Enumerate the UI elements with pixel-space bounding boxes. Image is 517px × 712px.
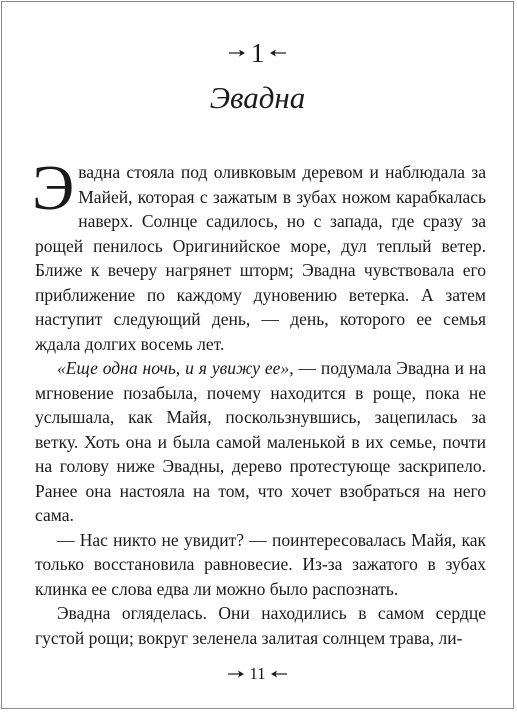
paragraph-2: [35, 356, 486, 528]
arrow-right-icon: [228, 669, 244, 679]
arrow-left-icon: [271, 669, 287, 679]
drop-cap: Э: [32, 152, 75, 223]
paragraph-2-thought: «Еще одна ночь, и я увижу ее»,: [57, 358, 294, 378]
book-page: [1, 1, 514, 709]
paragraph-4: Эвадна огляделась. Они находились в самом сердце густой рощи; вокруг зеленела залитая солнцем трава, ли-: [35, 603, 486, 648]
paragraph-1: [32, 152, 486, 356]
page-footer: [2, 663, 513, 684]
page-number: 11: [249, 664, 266, 684]
arrow-right-icon: [229, 48, 245, 58]
arrow-left-icon: [270, 48, 286, 58]
chapter-number: 1: [250, 37, 265, 68]
body-text: [32, 152, 486, 650]
paragraph-3: — Нас никто не увидит? — поинтересовалась Майя, как только восстановила равновесие. Из-за зажатого в зубах клинка ее слова едва ли можно было распознать.: [35, 529, 486, 599]
paragraph-1-text: вадна стояла под оливковым деревом и наблюдала за Майей, которая с зажатым в зубах ножом карабкалась наверх. Солнце садилось, но с запада, где сразу за рощей пенилось Оригинийское море, дул теплый ветер. Ближе к вечеру нагрянет шторм; Эвадна чувствовала его приближение по каждому дуновению ветерка. А затем наступит следующий день, — день, которого ее семья ждала долгих восемь лет.: [35, 162, 486, 354]
paragraph-2-text: — подумала Эвадна и на мгновение позабыла, почему находится в роще, пока не услышала, как Майя, поскользнувшись, зацепилась за ветку. Хоть она и была самой маленькой в их семье, почти на голову ниже Эвадны, дерево протестующе заскрипело. Ранее она настояла на том, что хочет взобраться на него сама.: [35, 358, 486, 525]
chapter-title: Эвадна: [209, 80, 306, 115]
chapter-number-line: [2, 35, 513, 68]
